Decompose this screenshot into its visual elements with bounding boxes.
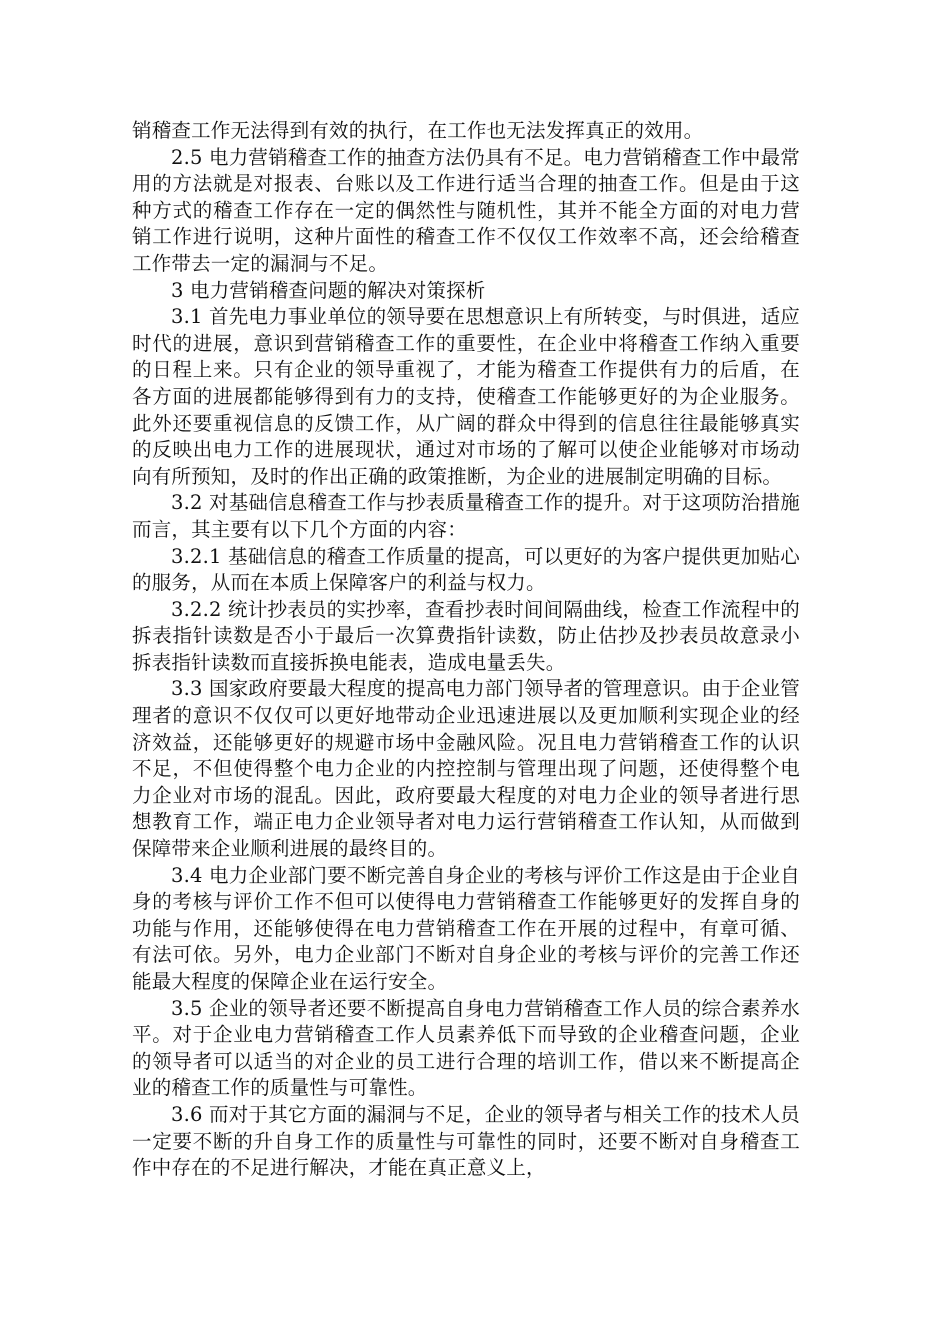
- document-body: [132, 118, 800, 1182]
- paragraph-3-3: 3.3 国家政府要最大程度的提高电力部门领导者的管理意识。由于企业管理者的意识不仅仅可以更好地带动企业迅速进展以及更加顺利实现企业的经济效益，还能够更好的规避市场中金融风险。况且电力营销稽查工作的认识不足，不但使得整个电力企业的内控控制与管理出现了问题，还使得整个电力企业对市场的混乱。因此，政府要最大程度的对电力企业的领导者进行思想教育工作，端正电力企业领导者对电力运行营销稽查工作认知，从而做到保障带来企业顺利进展的最终目的。: [132, 677, 801, 861]
- paragraph-3-2: 3.2 对基础信息稽查工作与抄表质量稽查工作的提升。对于这项防治措施而言，其主要有以下几个方面的内容：: [132, 491, 801, 541]
- paragraph-2-5: 2.5 电力营销稽查工作的抽查方法仍具有不足。电力营销稽查工作中最常用的方法就是对报表、台账以及工作进行适当合理的抽查工作。但是由于这种方式的稽查工作存在一定的偶然性与随机性，其并不能全方面的对电力营销工作进行说明，这种片面性的稽查工作不仅仅工作效率不高，还会给稽查工作带去一定的漏洞与不足。: [132, 145, 801, 275]
- paragraph-continuation: 销稽查工作无法得到有效的执行，在工作也无法发挥真正的效用。: [132, 119, 704, 142]
- paragraph-3-5: 3.5 企业的领导者还要不断提高自身电力营销稽查工作人员的综合素养水平。对于企业电力营销稽查工作人员素养低下而导致的企业稽查问题，企业的领导者可以适当的对企业的员工进行合理的培训工作，借以来不断提高企业的稽查工作的质量性与可靠性。: [132, 996, 801, 1100]
- paragraph-3-2-2: 3.2.2 统计抄表员的实抄率，查看抄表时间间隔曲线，检查工作流程中的拆表指针读数是否小于最后一次算费指针读数，防止估抄及抄表员故意录小拆表指针读数而直接拆换电能表，造成电量丢失。: [132, 597, 800, 674]
- paragraph-3-2-1: 3.2.1 基础信息的稽查工作质量的提高，可以更好的为客户提供更加贴心的服务，从而在本质上保障客户的利益与权力。: [132, 544, 800, 595]
- paragraph-3-4: 3.4 电力企业部门要不断完善自身企业的考核与评价工作这是由于企业自身的考核与评价工作不但可以使得电力营销稽查工作能够更好的发挥自身的功能与作用，还能够使得在电力营销稽查工作在开展的过程中，有章可循、有法可依。另外，电力企业部门不断对自身企业的考核与评价的完善工作还能最大程度的保障企业在运行安全。: [132, 863, 801, 993]
- paragraph-3-6: 3.6 而对于其它方面的漏洞与不足，企业的领导者与相关工作的技术人员一定要不断的升自身工作的质量性与可靠性的同时，还要不断对自身稽查工作中存在的不足进行解决，才能在真正意义上，: [132, 1102, 801, 1180]
- section-heading-3: 3 电力营销稽查问题的解决对策探析: [171, 278, 486, 302]
- paragraph-3-1: 3.1 首先电力事业单位的领导要在思想意识上有所转变，与时俱进，适应时代的进展，意识到营销稽查工作的重要性，在企业中将稽查工作纳入重要的日程上来。只有企业的领导重视了，才能为稽查工作提供有力的后盾，在各方面的进展都能够得到有力的支持，使稽查工作能够更好的为企业服务。此外还要重视信息的反馈工作，从广阔的群众中得到的信息往往最能够真实的反映出电力工作的进展现状，通过对市场的了解可以使企业能够对市场动向有所预知，及时的作出正确的政策推断，为企业的进展制定明确的目标。: [132, 305, 801, 488]
